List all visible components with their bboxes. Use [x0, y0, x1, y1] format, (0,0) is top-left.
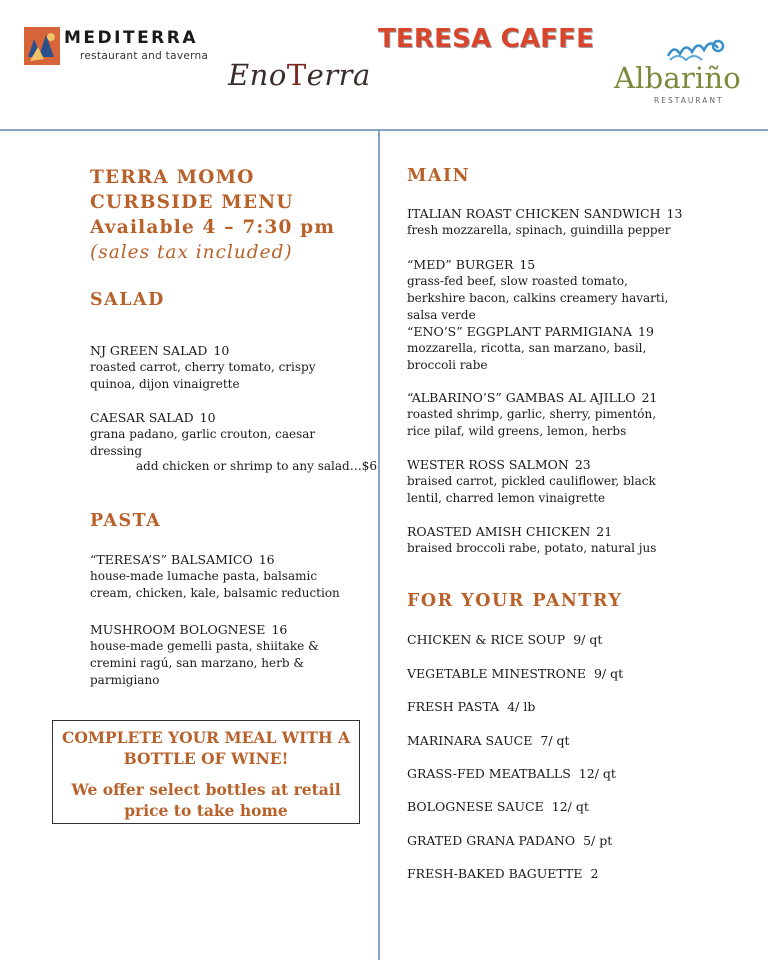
item-price: 23 — [574, 457, 591, 472]
enoterra-logo — [228, 58, 371, 92]
item-description: fresh mozzarella, spinach, guindilla pepper — [407, 223, 671, 237]
promo-line-1: TERRA MOMO — [90, 167, 255, 188]
item-name: VEGETABLE MINESTRONE — [407, 666, 586, 681]
pantry-item — [407, 699, 535, 714]
salad-title: SALAD — [90, 290, 165, 310]
item-name: “ALBARINO’S” GAMBAS AL AJILLO — [407, 390, 636, 405]
item-name: MUSHROOM BOLOGNESE — [90, 622, 266, 637]
mediterra-subtitle: restaurant and taverna — [80, 50, 209, 62]
item-price: 2 — [590, 866, 599, 881]
albarino-name: Albariño — [614, 61, 741, 95]
item-price: 21 — [596, 524, 613, 539]
menu-item — [407, 256, 677, 324]
item-name: GRATED GRANA PADANO — [407, 833, 576, 848]
item-name: “MED” BURGER — [407, 257, 514, 272]
item-price: 10 — [213, 343, 230, 358]
salad-add-on-note: add chicken or shrimp to any salad…$6 — [136, 459, 377, 473]
pantry-title: FOR YOUR PANTRY — [407, 591, 623, 611]
albarino-subtitle: RESTAURANT — [654, 96, 724, 105]
mediterra-mark-icon — [24, 27, 60, 65]
promo-line-4: (sales tax included) — [90, 242, 293, 263]
item-price: 16 — [258, 552, 275, 567]
main-title: MAIN — [407, 166, 471, 186]
item-name: “TERESA’S” BALSAMICO — [90, 552, 253, 567]
wine-callout-text: We offer select bottles at retail price to take home — [71, 780, 341, 820]
left-column — [90, 165, 370, 265]
item-name: ROASTED AMISH CHICKEN — [407, 524, 591, 539]
pantry-item — [407, 833, 612, 848]
item-price: 12/ qt — [578, 766, 616, 781]
item-price: 12/ qt — [551, 799, 589, 814]
menu-item — [90, 409, 360, 460]
item-description: grass-fed beef, slow roasted tomato, berkshire bacon, calkins creamery havarti, salsa verde — [407, 274, 669, 322]
albarino-logo — [614, 38, 754, 108]
item-description: grana padano, garlic crouton, caesar dressing — [90, 427, 316, 458]
pasta-title: PASTA — [90, 511, 162, 531]
pantry-item — [407, 866, 598, 881]
item-name: CHICKEN & RICE SOUP — [407, 632, 566, 647]
pantry-item — [407, 799, 589, 814]
enoterra-t: T — [286, 58, 307, 92]
menu-item — [90, 551, 360, 602]
item-description: house-made lumache pasta, balsamic cream, chicken, kale, balsamic reduction — [90, 569, 340, 600]
menu-item — [407, 523, 707, 557]
item-price: 19 — [638, 324, 654, 339]
item-name: CAESAR SALAD — [90, 410, 194, 425]
pantry-item — [407, 733, 570, 748]
item-price: 16 — [271, 622, 288, 637]
item-price: 13 — [666, 206, 683, 221]
item-price: 5/ pt — [583, 833, 613, 848]
menu-item — [90, 342, 360, 393]
header-divider — [0, 129, 768, 131]
item-price: 10 — [199, 410, 216, 425]
mediterra-logo — [24, 27, 224, 69]
pantry-item — [407, 666, 623, 681]
item-description: braised broccoli rabe, potato, natural jus — [407, 541, 657, 555]
teresa-caffe-logo: TERESA CAFFE — [378, 24, 595, 54]
item-name: FRESH-BAKED BAGUETTE — [407, 866, 583, 881]
item-name: NJ GREEN SALAD — [90, 343, 208, 358]
item-description: braised carrot, pickled cauliflower, black lentil, charred lemon vinaigrette — [407, 474, 656, 505]
header — [0, 0, 768, 130]
menu-item — [407, 456, 677, 507]
pantry-item — [407, 766, 616, 781]
item-name: BOLOGNESE SAUCE — [407, 799, 544, 814]
menu-item — [407, 205, 762, 239]
item-price: 7/ qt — [540, 733, 570, 748]
wine-callout-headline: COMPLETE YOUR MEAL WITH A BOTTLE OF WINE! — [61, 728, 351, 768]
item-name: ITALIAN ROAST CHICKEN SANDWICH — [407, 206, 661, 221]
item-name: WESTER ROSS SALMON — [407, 457, 569, 472]
item-price: 9/ qt — [593, 666, 624, 681]
item-description: roasted carrot, cherry tomato, crispy quinoa, dijon vinaigrette — [90, 360, 316, 391]
promo-line-3: Available 4 – 7:30 pm — [90, 217, 336, 238]
mediterra-name: MEDITERRA — [64, 28, 199, 48]
menu-item — [407, 323, 654, 374]
item-price: 4/ lb — [507, 699, 536, 714]
menu-item — [90, 621, 360, 689]
item-price: 21 — [641, 390, 658, 405]
enoterra-eno: Eno — [228, 58, 287, 92]
item-description: roasted shrimp, garlic, sherry, pimentón, rice pilaf, wild greens, lemon, herbs — [407, 407, 657, 438]
item-name: “ENO’S” EGGPLANT PARMIGIANA — [407, 324, 633, 339]
item-price: 9/ qt — [573, 632, 603, 647]
item-name: MARINARA SAUCE — [407, 733, 533, 748]
item-price: 15 — [519, 257, 536, 272]
wine-callout-box — [52, 720, 360, 824]
promo-line-2: CURBSIDE MENU — [90, 192, 294, 213]
item-name: GRASS-FED MEATBALLS — [407, 766, 571, 781]
item-name: FRESH PASTA — [407, 699, 500, 714]
column-divider — [378, 131, 380, 960]
menu-item — [407, 389, 669, 440]
item-description: house-made gemelli pasta, shiitake & cremini ragú, san marzano, herb & parmigiano — [90, 639, 319, 687]
pantry-item — [407, 632, 602, 647]
enoterra-erra: erra — [306, 58, 371, 92]
item-description: mozzarella, ricotta, san marzano, basil, broccoli rabe — [407, 341, 647, 372]
